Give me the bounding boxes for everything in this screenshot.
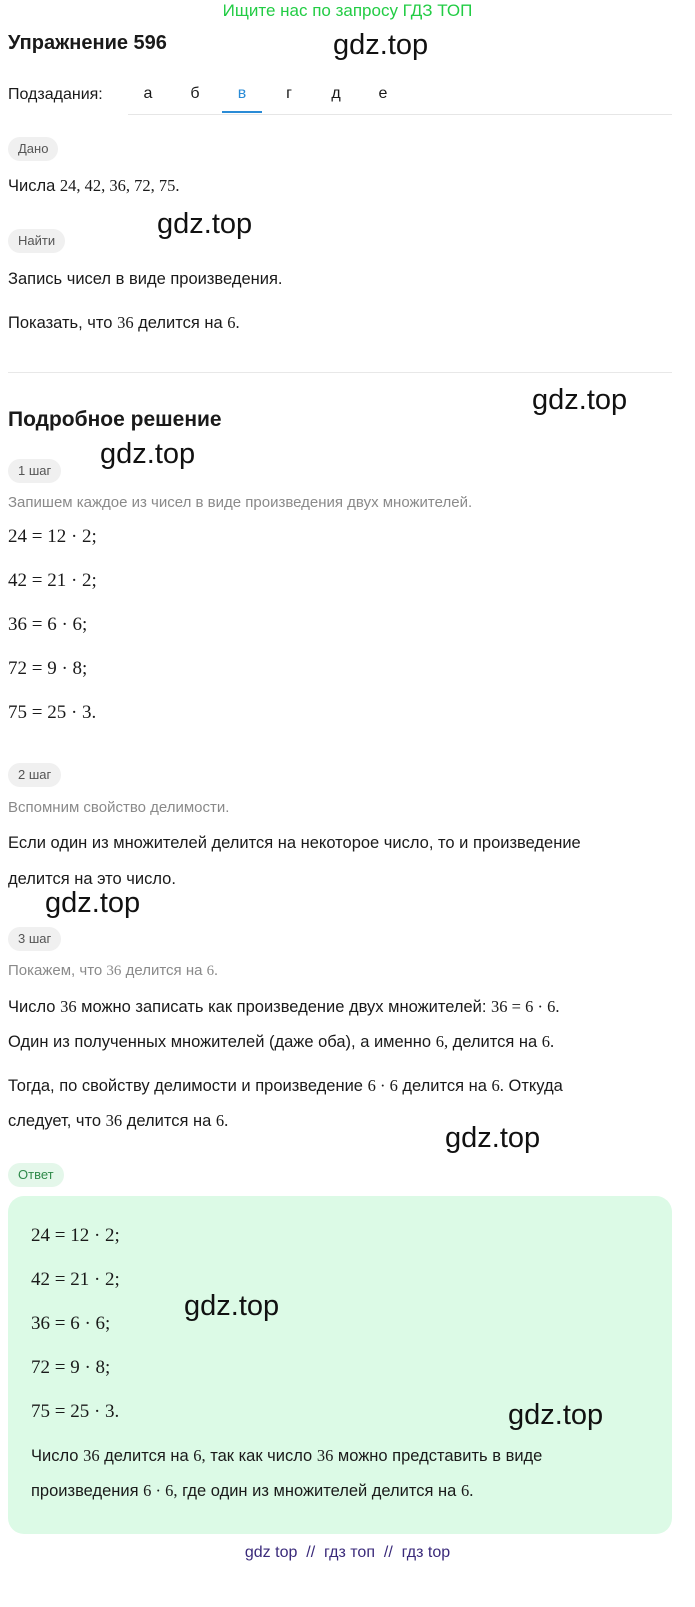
answer-equation: 42 = 21 · 2; xyxy=(31,1269,120,1290)
math-equation: 6 · 6 xyxy=(367,1076,398,1095)
math-number: 6. xyxy=(227,313,240,332)
para-text: делится на xyxy=(452,1033,538,1051)
equation: 75 = 25 · 3. xyxy=(8,702,97,723)
para-text: Число xyxy=(31,1447,79,1465)
math-equation: 36 = 6 · 6. xyxy=(491,997,560,1016)
subtask-tabs xyxy=(128,80,672,115)
para-text: так как число xyxy=(210,1447,313,1465)
math-number: 6. xyxy=(206,963,218,979)
step-3-para-1 xyxy=(8,996,559,1018)
find-text: Показать, что xyxy=(8,314,113,332)
page-title: Упражнение 596 xyxy=(8,32,167,54)
watermark: gdz.top xyxy=(157,208,253,240)
given-badge: Дано xyxy=(8,137,58,161)
given-text xyxy=(8,175,180,197)
hint-text: Покажем, что xyxy=(8,962,103,979)
watermark: gdz.top xyxy=(445,1122,541,1154)
math-number: 36 xyxy=(60,997,77,1016)
math-number: 36 xyxy=(83,1446,100,1465)
step-1-badge: 1 шаг xyxy=(8,459,61,483)
para-text: Откуда xyxy=(508,1077,563,1095)
math-number: 6. xyxy=(541,1032,555,1051)
math-number: 6. xyxy=(215,1111,229,1130)
watermark: gdz.top xyxy=(333,29,429,61)
answer-equation: 24 = 12 · 2; xyxy=(31,1225,120,1246)
step-3-hint xyxy=(8,960,218,982)
para-text: произведения xyxy=(31,1482,139,1500)
subtasks-label: Подзадания: xyxy=(8,86,103,103)
given-numbers: 24, 42, 36, 72, 75. xyxy=(59,176,180,195)
step-1-hint: Запишем каждое из чисел в виде произведения двух множителей. xyxy=(8,494,473,511)
hint-text: делится на xyxy=(125,962,203,979)
watermark: gdz.top xyxy=(508,1399,604,1431)
step-3-para-3 xyxy=(8,1075,563,1097)
answer-conclusion-2 xyxy=(31,1480,473,1502)
find-line-2 xyxy=(8,312,240,334)
equation: 72 = 9 · 8; xyxy=(8,658,88,679)
answer-equation: 75 = 25 · 3. xyxy=(31,1401,120,1422)
tab-d[interactable]: д xyxy=(331,85,341,102)
para-text: делится на xyxy=(126,1112,212,1130)
step-3-para-2 xyxy=(8,1031,554,1053)
para-text: можно записать как произведение двух множителей: xyxy=(81,998,487,1016)
answer-equation: 36 = 6 · 6; xyxy=(31,1313,111,1334)
footer-links[interactable]: gdz top // гдз топ // гдз top xyxy=(244,1544,451,1561)
watermark: gdz.top xyxy=(45,887,141,919)
search-banner: Ищите нас по запросу ГДЗ ТОП xyxy=(222,1,473,20)
step-2-badge: 2 шаг xyxy=(8,763,61,787)
math-number: 36 xyxy=(117,313,134,332)
watermark: gdz.top xyxy=(184,1290,280,1322)
math-number: 36 xyxy=(316,1446,334,1465)
tab-a[interactable]: а xyxy=(143,85,153,102)
para-text: Один из полученных множителей (даже оба), а именно xyxy=(8,1033,432,1051)
equation: 36 = 6 · 6; xyxy=(8,614,88,635)
para-text: делится на xyxy=(402,1077,487,1095)
answer-conclusion-1 xyxy=(31,1445,542,1467)
para-text: следует, что xyxy=(8,1112,102,1130)
math-number: 6, xyxy=(435,1032,449,1051)
answer-equation: 72 = 9 · 8; xyxy=(31,1357,111,1378)
para-text: Число xyxy=(8,998,56,1016)
answer-badge: Ответ xyxy=(8,1163,64,1187)
math-number: 36 xyxy=(106,963,122,979)
step-2-line-2: делится на это число. xyxy=(8,870,176,888)
step-2-line-1: Если один из множителей делится на некоторое число, то и произведение xyxy=(8,834,581,852)
step-3-badge: 3 шаг xyxy=(8,927,61,951)
tab-b[interactable]: б xyxy=(190,85,200,102)
math-number: 6, xyxy=(193,1446,206,1465)
step-2-hint: Вспомним свойство делимости. xyxy=(8,799,230,816)
divider xyxy=(8,372,672,373)
find-line-1: Запись чисел в виде произведения. xyxy=(8,270,283,288)
watermark: gdz.top xyxy=(100,438,196,470)
step-3-para-4 xyxy=(8,1110,228,1132)
watermark: gdz.top xyxy=(532,384,628,416)
solution-heading: Подробное решение xyxy=(8,408,222,431)
math-number: 36 xyxy=(105,1111,123,1130)
math-equation: 6 · 6, xyxy=(143,1481,178,1500)
math-number: 6. xyxy=(460,1481,474,1500)
math-number: 6. xyxy=(491,1076,504,1095)
equation: 42 = 21 · 2; xyxy=(8,570,97,591)
find-text: делится на xyxy=(138,314,223,332)
para-text: Тогда, по свойству делимости и произведение xyxy=(8,1077,363,1095)
find-badge: Найти xyxy=(8,229,65,253)
tab-e[interactable]: е xyxy=(378,85,388,102)
tab-g[interactable]: г xyxy=(286,85,292,102)
para-text: делится на xyxy=(104,1447,189,1465)
tab-v[interactable]: в xyxy=(222,80,262,113)
given-prefix: Числа xyxy=(8,177,56,195)
para-text: где один из множителей делится на xyxy=(182,1482,457,1500)
equation: 24 = 12 · 2; xyxy=(8,526,97,547)
para-text: можно представить в виде xyxy=(337,1447,543,1465)
